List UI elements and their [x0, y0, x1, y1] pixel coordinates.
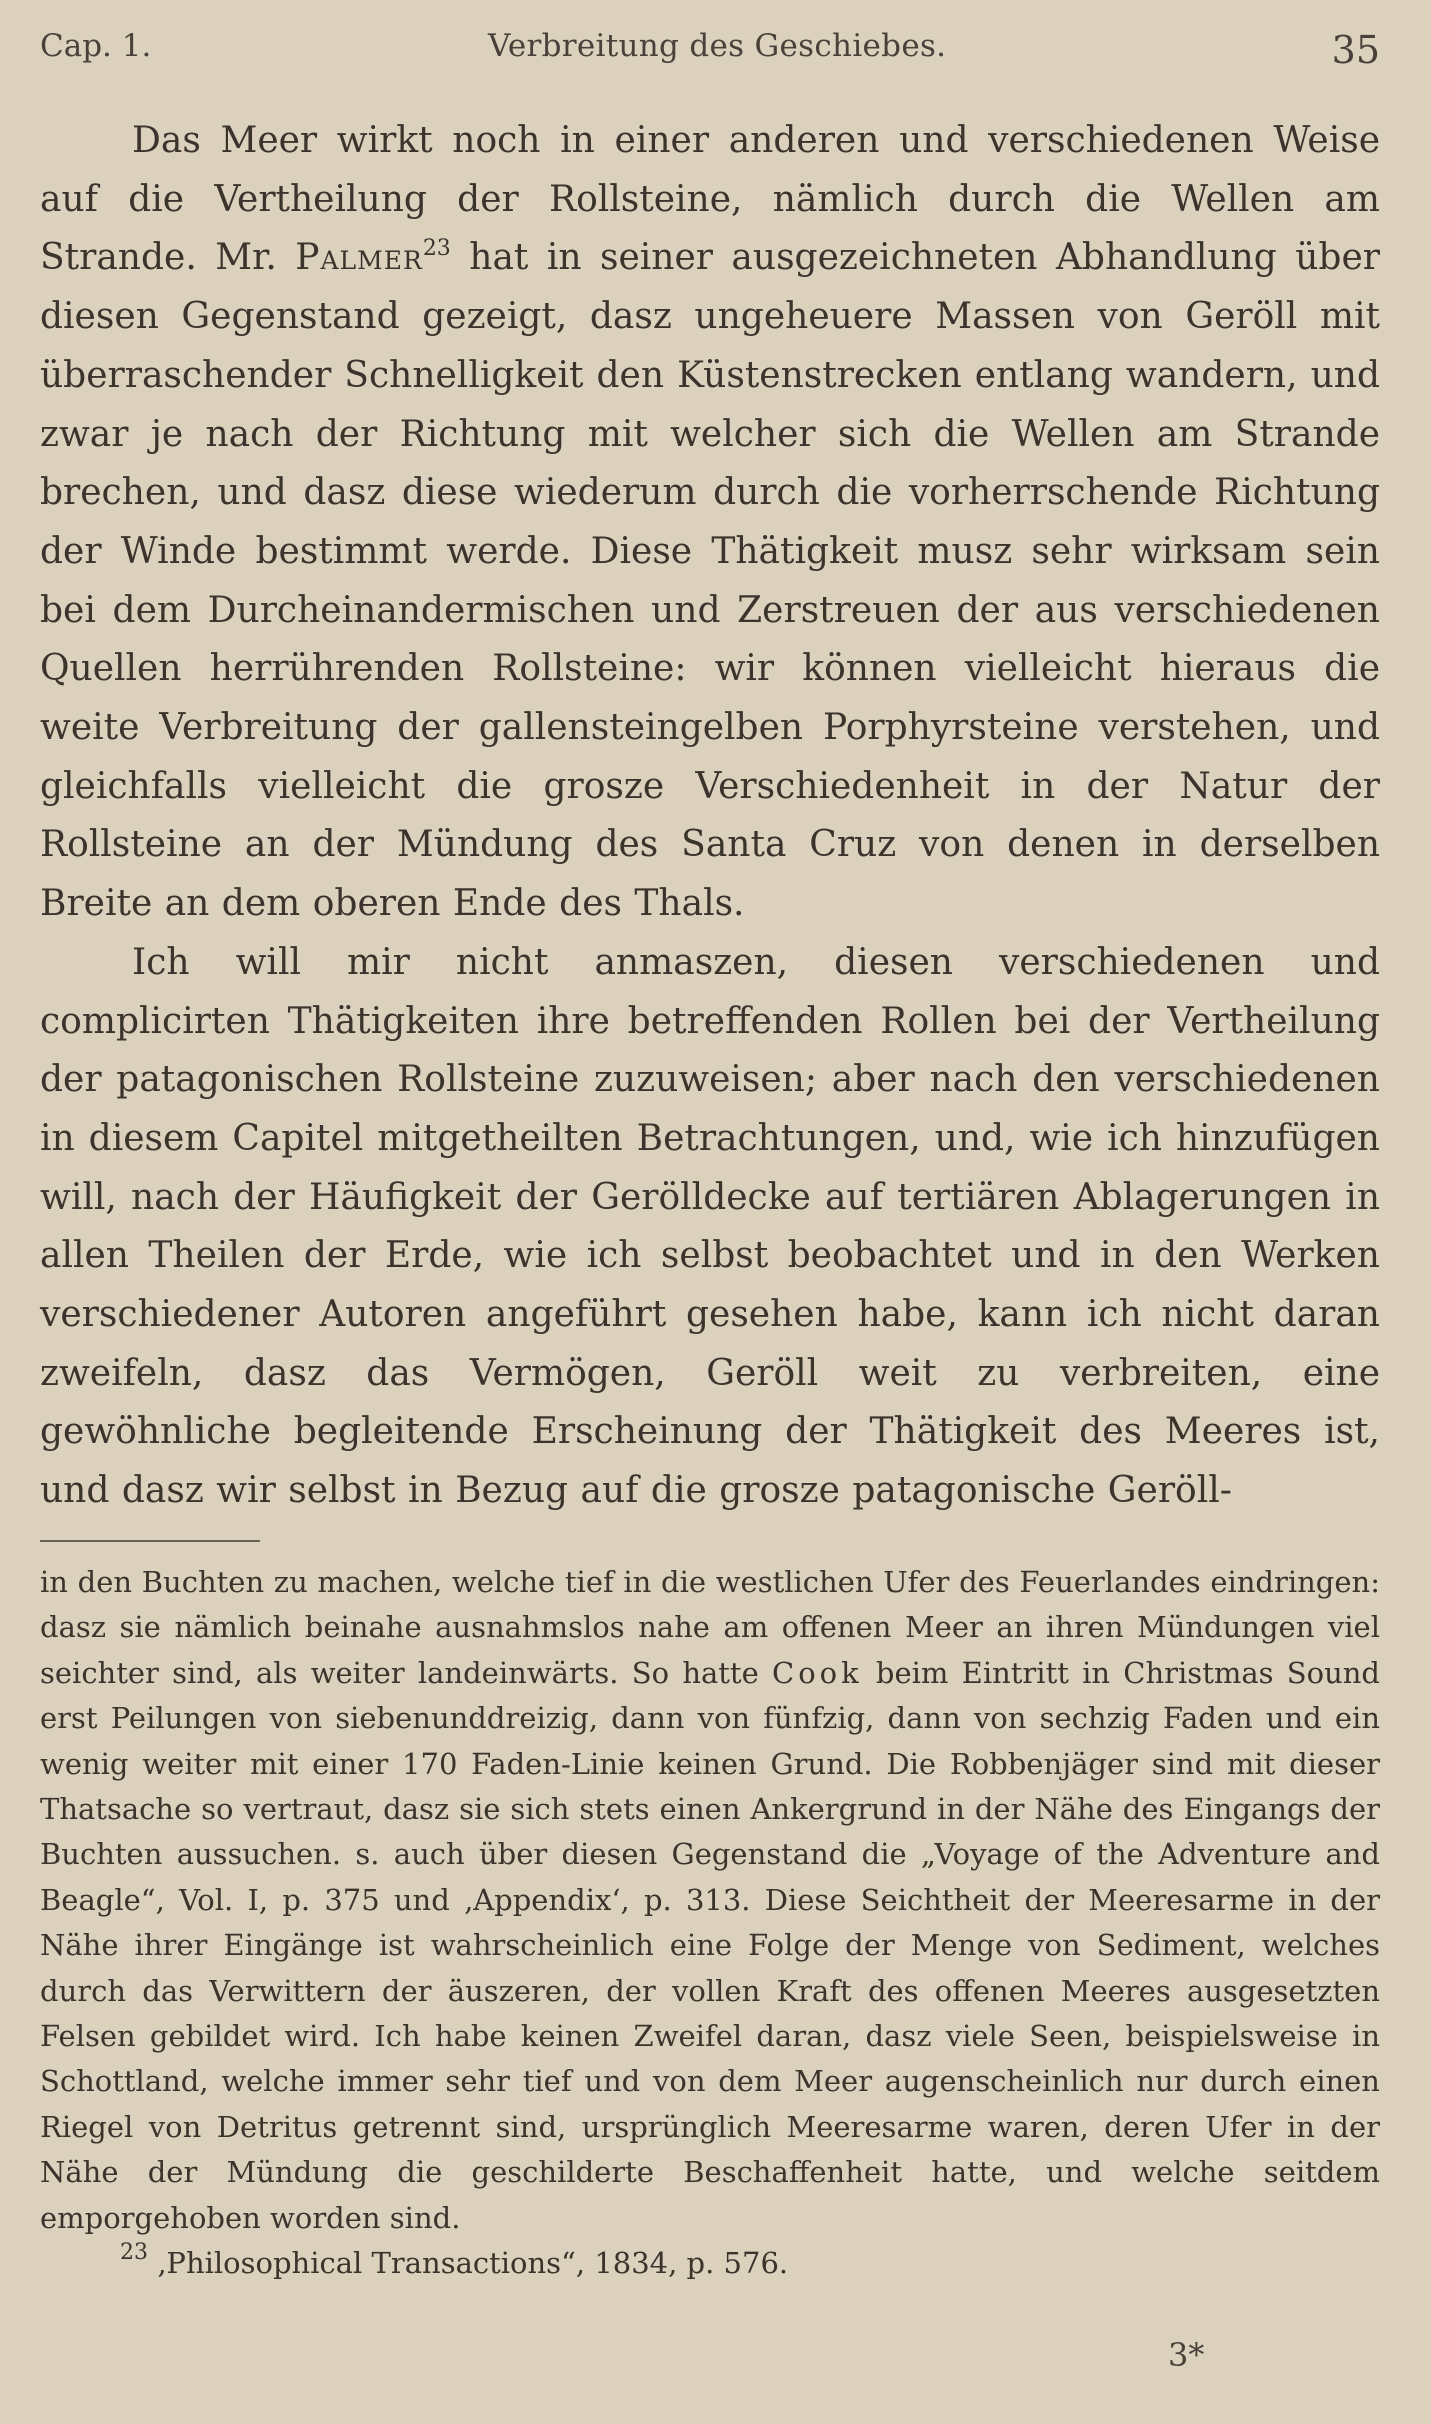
main-text — [40, 112, 1380, 1521]
footnote-rule — [40, 1540, 260, 1542]
paragraph-1 — [40, 112, 1380, 934]
footnote-23 — [40, 2241, 1380, 2286]
page-number: 35 — [1331, 28, 1380, 72]
paragraph-1-text-a: Das Meer wirkt noch in einer anderen und verschiedenen Weise auf die Vertheilung der Rollsteine, nämlich durch die Wellen am Strande. Mr. — [40, 120, 1380, 279]
footnote-continuation-text-a: in den Buchten zu machen, welche tief in die westlichen Ufer des Feuerlandes eindringen: dasz sie nämlich beinahe ausnahmslos nahe am offenen Meer an ihren Mündungen viel seichter sind, als weiter landeinwärts. So hatte — [40, 1565, 1380, 1690]
footnotes — [40, 1560, 1380, 2287]
footnote-continuation-text-b: beim Eintritt in Christmas Sound erst Peilungen von siebenunddreizig, dann von fünfzig, dann von sechzig Faden und ein wenig weiter mit einer 170 Faden-Linie keinen Grund. Die Robbenjäger sind mit dieser Thatsache so vertraut, dasz sie sich stets einen Ankergrund in der Nähe des Eingangs der Buchten aussuchen. s. auch über diesen Gegenstand die „Voyage of the Adventure and Beagle“, Vol. I, p. 375 und ‚Appendix‘, p. 313. Diese Seichtheit der Meeresarme in der Nähe ihrer Eingänge ist wahrscheinlich eine Folge der Menge von Sediment, welches durch das Verwittern der äuszeren, der vollen Kraft des offenen Meeres ausgesetzten Felsen gebildet wird. Ich habe keinen Zweifel daran, dasz viele Seen, beispielsweise in Schottland, welche immer sehr tief und von dem Meer augenscheinlich nur durch einen Riegel von Detritus getrennt sind, ursprünglich Meeresarme waren, deren Ufer in der Nähe der Mündung die geschilderte Beschaffenheit hatte, und welche seitdem emporgehoben worden sind. — [40, 1655, 1380, 2235]
running-title: Verbreitung des Geschiebes. — [488, 28, 947, 64]
paragraph-2: Ich will mir nicht anmaszen, diesen verschiedenen und complicirten Thätigkeiten ihre betreffenden Rollen bei der Vertheilung der patagonischen Rollsteine zuzuweisen; aber nach den verschiedenen in diesem Capitel mitgetheilten Betrachtungen, und, wie ich hinzufügen will, nach der Häufigkeit der Gerölldecke auf tertiären Ablagerungen in allen Theilen der Erde, wie ich selbst beobachtet und in den Werken verschiedener Autoren angeführt gesehen habe, kann ich nicht daran zweifeln, dasz das Vermögen, Geröll weit zu verbreiten, eine gewöhnliche begleitende Erscheinung der Thätigkeit des Meeres ist, und dasz wir selbst in Bezug auf die grosze patagonische Geröll- — [40, 941, 1380, 1512]
footnote-23-mark: 23 — [120, 2240, 148, 2266]
footnote-continuation — [40, 1560, 1380, 2241]
signature-mark: 3* — [1168, 2336, 1205, 2374]
paragraph-1-text-b: hat in seiner ausgezeichneten Abhandlung über diesen Gegenstand gezeigt, dasz ungeheuere Massen von Geröll mit überraschender Schnelligkeit den Küstenstrecken entlang wandern, und zwar je nach der Richtung mit welcher sich die Wellen am Strande brechen, und dasz diese wiederum durch die vorherrschende Richtung der Winde bestimmt werde. Diese Thätigkeit musz sehr wirksam sein bei dem Durcheinandermischen und Zerstreuen der aus verschiedenen Quellen herrührenden Rollsteine: wir können vielleicht hieraus die weite Verbreitung der gallensteingelben Porphyrsteine verstehen, und gleichfalls vielleicht die grosze Verschiedenheit in der Natur der Rollsteine an der Mündung des Santa Cruz von denen in derselben Breite an dem oberen Ende des Thals. — [40, 237, 1380, 925]
footnote-ref-23: 23 — [422, 236, 451, 262]
author-name-palmer: Palmer — [295, 237, 423, 279]
author-name-cook: Cook — [772, 1655, 863, 1690]
running-header — [40, 28, 1380, 76]
chapter-label: Cap. 1. — [40, 28, 152, 64]
footnote-23-text: ‚Philosophical Transactions“, 1834, p. 576. — [148, 2246, 789, 2281]
